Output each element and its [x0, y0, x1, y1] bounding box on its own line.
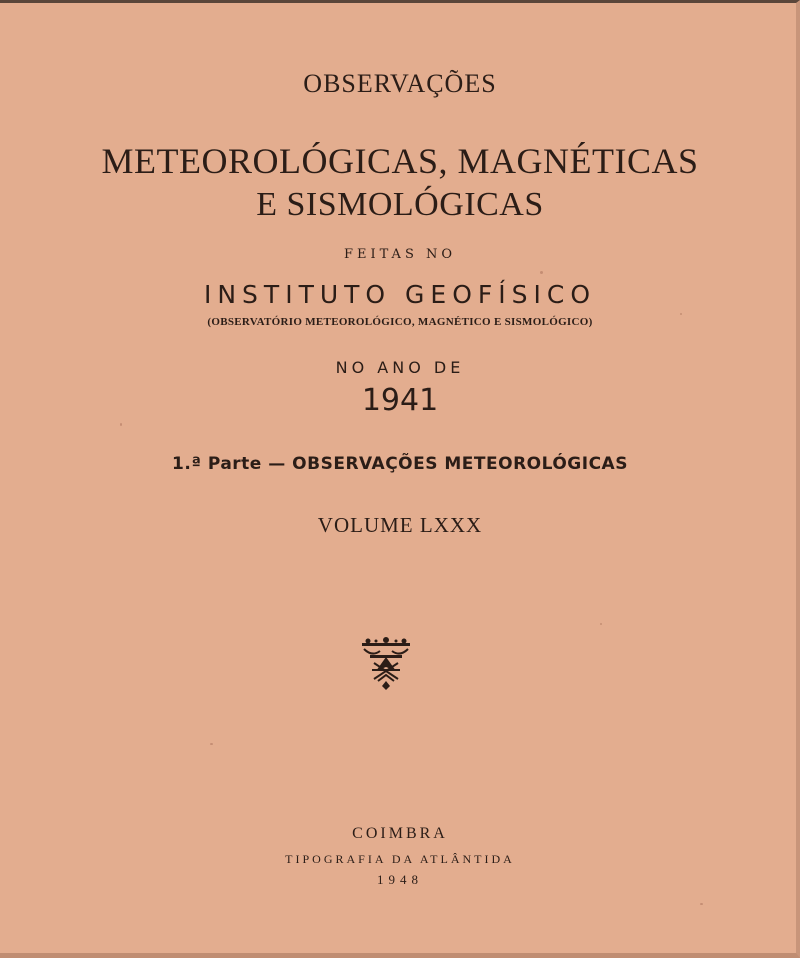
paper-speck	[120, 423, 122, 426]
volume-number: VOLUME LXXX	[317, 513, 483, 537]
title-line-2: E SISMOLÓGICAS	[256, 186, 544, 223]
observatory-subtitle: (OBSERVATÓRIO METEOROLÓGICO, MAGNÉTICO E SISMOLÓGICO)	[207, 316, 593, 328]
paper-speck	[700, 903, 703, 905]
institute-name: INSTITUTO GEOFÍSICO	[203, 280, 597, 309]
paper-speck	[600, 623, 602, 625]
paper-speck	[680, 313, 682, 315]
part-title: 1.ª Parte — OBSERVAÇÕES METEOROLÓGICAS	[172, 454, 628, 474]
imprint-year: 1948	[377, 872, 423, 887]
paper-speck	[210, 743, 213, 745]
paper-speck	[540, 271, 543, 274]
no-ano-de-label: NO ANO DE	[335, 358, 465, 377]
imprint-printer: TIPOGRAFIA DA ATLÂNTIDA	[285, 852, 515, 866]
observation-year: 1941	[361, 383, 439, 418]
imprint-city: COIMBRA	[352, 825, 448, 842]
printer-ornament-icon	[358, 637, 414, 691]
heading-observacoes: OBSERVAÇÕES	[303, 69, 497, 98]
title-line-1: METEOROLÓGICAS, MAGNÉTICAS	[101, 141, 699, 181]
feitas-no-label: FEITAS NO	[343, 247, 457, 262]
